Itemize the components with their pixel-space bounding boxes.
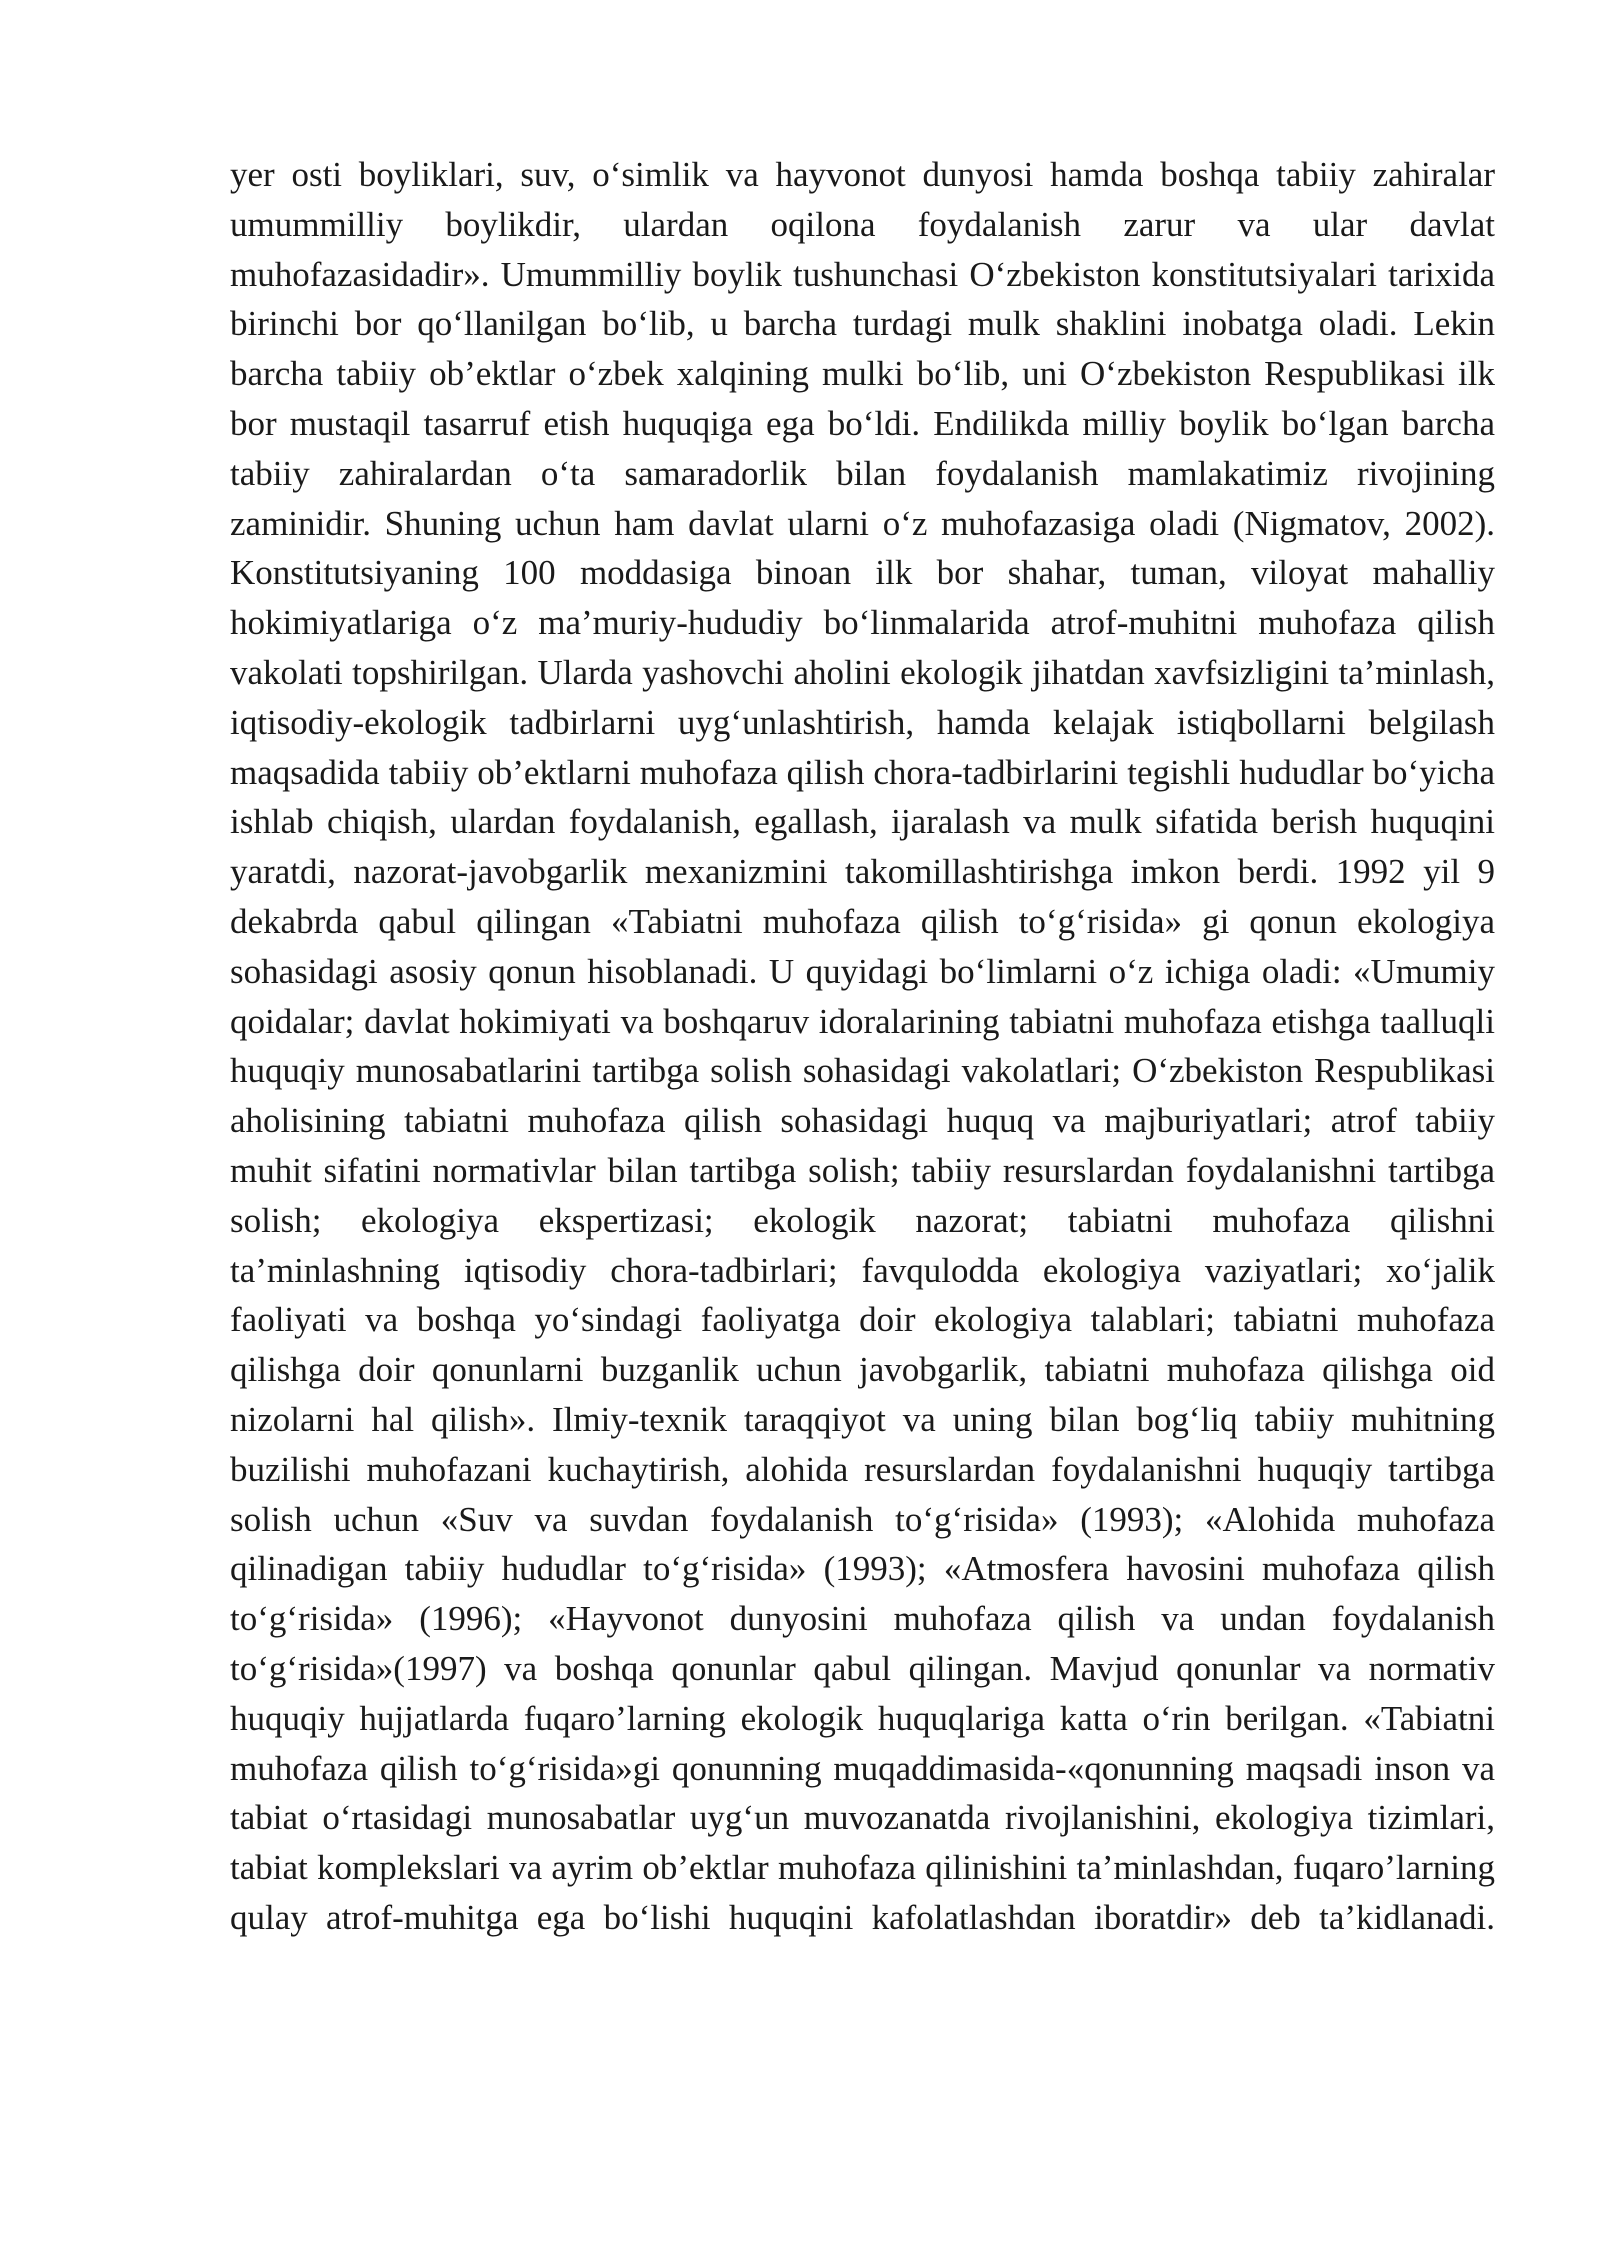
body-paragraph: yer osti boyliklari, suv, o‘simlik va hayvonot dunyosi hamda boshqa tabiiy zahiralar umummilliy boylikdir, ulardan oqilona foydalanish zarur va ular davlat muhofazasidadir». Umummilliy boylik tushunchasi O‘zbekiston konstitutsiyalari tarixida birinchi bor qo‘llanilgan bo‘lib, u barcha turdagi mulk shaklini inobatga oladi. Lekin barcha tabiiy ob’ektlar o‘zbek xalqining mulki bo‘lib, uni O‘zbekiston Respublikasi ilk bor mustaqil tasarruf etish huquqiga ega bo‘ldi. Endilikda milliy boylik bo‘lgan barcha tabiiy zahiralardan o‘ta samaradorlik bilan foydalanish mamlakatimiz rivojining zaminidir. Shuning uchun ham davlat ularni o‘z muhofazasiga oladi (Nigmatov, 2002). Konstitutsiyaning 100 moddasiga binoan ilk bor shahar, tuman, viloyat mahalliy hokimiyatlariga o‘z ma’muriy-hududiy bo‘linmalarida atrof-muhitni muhofaza qilish vakolati topshirilgan. Ularda yashovchi aholini ekologik jihatdan xavfsizligini ta’minlash, iqtisodiy-ekologik tadbirlarni uyg‘unlashtirish, hamda kelajak istiqbollarni belgilash maqsadida tabiiy ob’ektlarni muhofaza qilish chora-tadbirlarini tegishli hududlar bo‘yicha ishlab chiqish, ulardan foydalanish, egallash, ijaralash va mulk sifatida berish huquqini yaratdi, nazorat-javobgarlik mexanizmini takomillashtirishga imkon berdi. 1992 yil 9 dekabrda qabul qilingan «Tabiatni muhofaza qilish to‘g‘risida» gi qonun ekologiya sohasidagi asosiy qonun hisoblanadi. U quyidagi bo‘limlarni o‘z ichiga oladi: «Umumiy qoidalar; davlat hokimiyati va boshqaruv idoralarining tabiatni muhofaza etishga taalluqli huquqiy munosabatlarini tartibga solish sohasidagi vakolatlari; O‘zbekiston Respublikasi aholisining tabiatni muhofaza qilish sohasidagi huquq va majburiyatlari; atrof tabiiy muhit sifatini normativlar bilan tartibga solish; tabiiy resurslardan foydalanishni tartibga solish; ekologiya ekspertizasi; ekologik nazorat; tabiatni muhofaza qilishni ta’minlashning iqtisodiy chora-tadbirlari; favqulodda ekologiya vaziyatlari; xo‘jalik faoliyati va boshqa yo‘sindagi faoliyatga doir ekologiya talablari; tabiatni muhofaza qilishga doir qonunlarni buzganlik uchun javobgarlik, tabiatni muhofaza qilishga oid nizolarni hal qilish». Ilmiy-texnik taraqqiyot va uning bilan bog‘liq tabiiy muhitning buzilishi muhofazani kuchaytirish, alohida resurslardan foydalanishni huquqiy tartibga solish uchun «Suv va suvdan foydalanish to‘g‘risida» (1993); «Alohida muhofaza qilinadigan tabiiy hududlar to‘g‘risida» (1993); «Atmosfera havosini muhofaza qilish to‘g‘risida» (1996); «Hayvonot dunyosini muhofaza qilish va undan foydalanish to‘g‘risida»(1997) va boshqa qonunlar qabul qilingan. Mavjud qonunlar va normativ huquqiy hujjatlarda fuqaro’larning ekologik huquqlariga katta o‘rin berilgan. «Tabiatni muhofaza qilish to‘g‘risida»gi qonunning muqaddimasida-«qonunning maqsadi inson va tabiat o‘rtasidagi munosabatlar uyg‘un muvozanatda rivojlanishini, ekologiya tizimlari, tabiat komplekslari va ayrim ob’ektlar muhofaza qilinishini ta’minlashdan, fuqaro’larning qulay atrof-muhitga ega bo‘lishi huquqini kafolatlashdan iboratdir» deb ta’kidlanadi.	[230, 155, 1495, 1937]
document-page	[230, 150, 1495, 1943]
